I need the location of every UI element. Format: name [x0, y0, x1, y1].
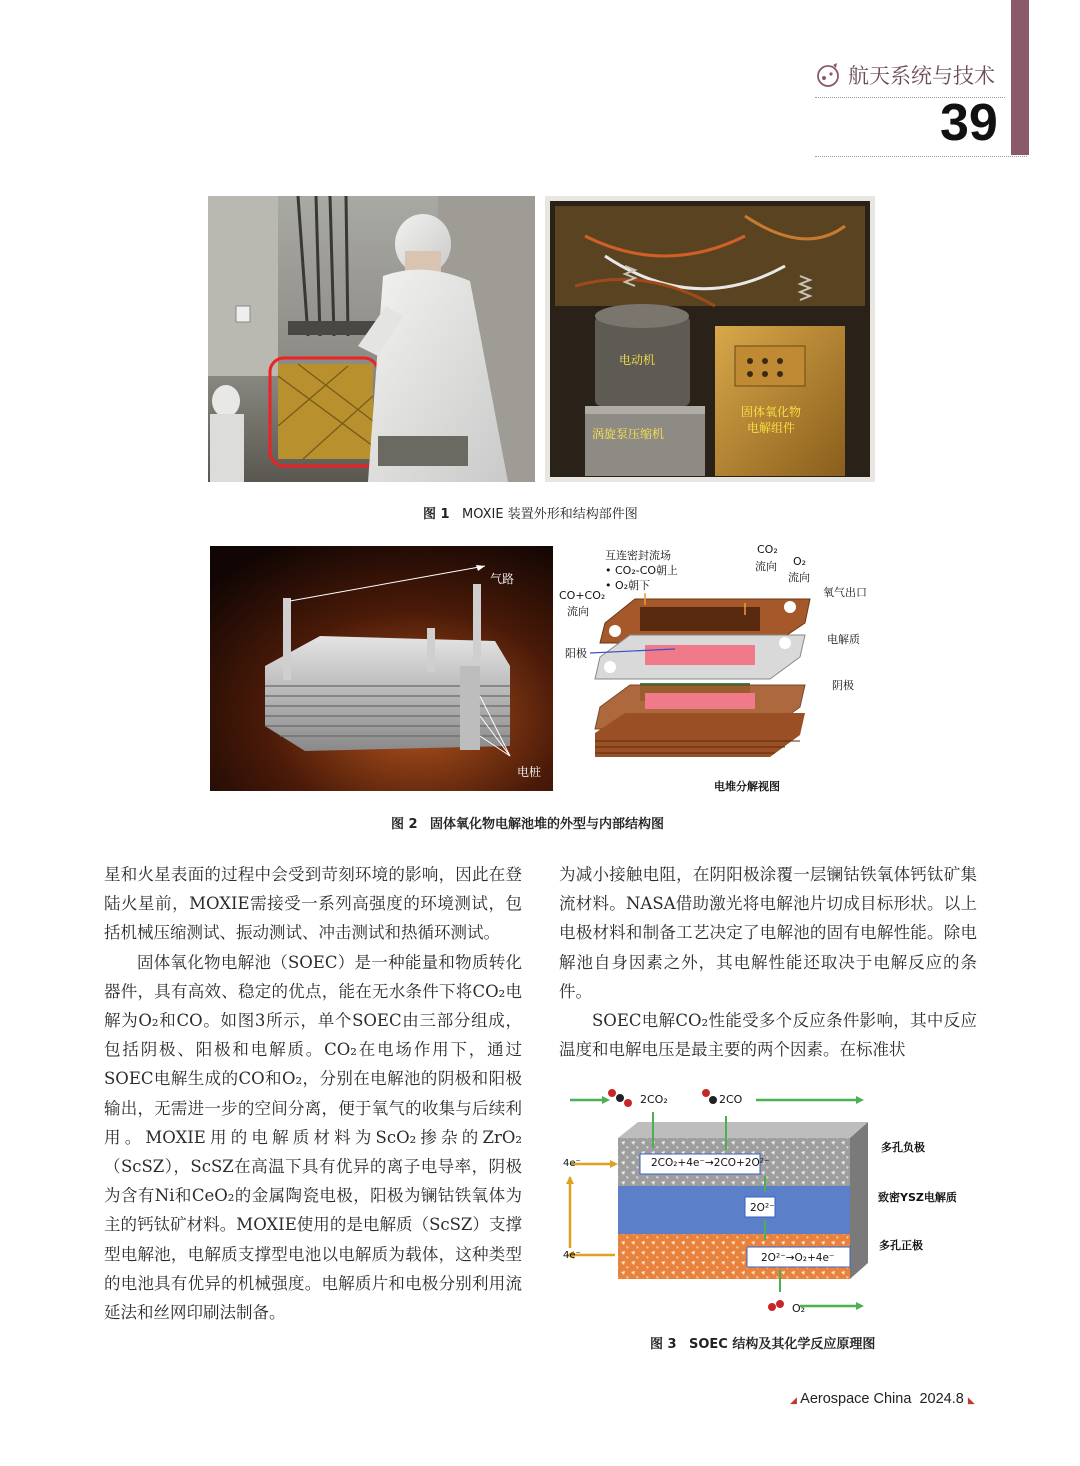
- label-cathode: 阴极: [832, 679, 854, 692]
- label-bullet-o2: • O₂朝下: [605, 579, 651, 592]
- label-reaction-anode: 2O²⁻→O₂+4e⁻: [761, 1252, 835, 1264]
- label-oxygen-outlet: 氧气出口: [823, 586, 867, 599]
- label-out-2co: 2CO: [719, 1093, 743, 1106]
- figure3-caption-label: 图 3: [650, 1337, 677, 1352]
- figure2-caption: [391, 813, 664, 832]
- body-left-column: [104, 860, 522, 1327]
- figure2-exploded-view: [585, 585, 825, 775]
- figure1-photo-cleanroom: [208, 196, 535, 482]
- label-in-2co2: 2CO₂: [640, 1093, 668, 1106]
- label-interconnect: 互连密封流场: [605, 549, 671, 562]
- label-stake: 电桩: [517, 765, 542, 779]
- label-anode: 阳极: [565, 647, 587, 660]
- label-o2-flow-2: 流向: [788, 571, 810, 584]
- header-accent-bar: [1011, 0, 1029, 155]
- footer-journal: Aerospace China: [800, 1391, 912, 1407]
- footer-issue: 2024.8: [919, 1391, 964, 1407]
- label-electrolyte: 电解质: [827, 633, 860, 646]
- label-co-co2-flow-2: 流向: [567, 605, 589, 618]
- figure1-caption: [423, 503, 638, 522]
- body-left-paragraph-2: 固体氧化物电解池（SOEC）是一种能量和物质转化器件，具有高效、稳定的优点，能在无水条件下将CO₂电解为O₂和CO。如图3所示，单个SOEC由三部分组成，包括阴极、阳极和电解质。CO₂在电场作用下，通过SOEC电解生成的CO和O₂，分别在电解池的阴极和阳极输出，无需进一步的空间分离，便于氧气的收集与后续利用。MOXIE用的电解质材料为ScO₂掺杂的ZrO₂（ScSZ），ScSZ在高温下具有优异的离子电导率，阴极为含有Ni和CeO₂的金属陶瓷电极，阳极为镧钴铁氧体为主的钙钛矿材料。MOXIE使用的是电解质（ScSZ）支撑型电解池，电解质支撑型电池以电解质为载体，这种类型的电池具有优异的机械强度。电解质片和电极分别利用流延法和丝网印刷法制备。: [104, 952, 522, 1323]
- label-reaction-cathode: 2CO₂+4e⁻→2CO+2O²⁻: [651, 1157, 770, 1169]
- label-soec-line1: 固体氧化物: [741, 405, 802, 419]
- label-porous-cathode: 多孔负极: [881, 1141, 925, 1154]
- footer-marker-icon: ◢: [790, 1395, 797, 1405]
- header-divider-bottom: [815, 156, 1027, 157]
- body-left-paragraph-1: 星和火星表面的过程中会受到苛刻环境的影响，因此在登陆火星前，MOXIE需接受一系列高强度的环境测试，包括机械压缩测试、振动测试、冲击测试和热循环测试。: [104, 865, 522, 943]
- label-electrons-in: 4e⁻: [563, 1158, 581, 1169]
- label-o2-flow-1: O₂: [793, 555, 807, 568]
- figure3-caption: [650, 1333, 875, 1352]
- label-porous-anode: 多孔正极: [879, 1239, 923, 1252]
- page-number: 39: [940, 94, 998, 152]
- label-oxide-ion: 2O²⁻: [750, 1202, 775, 1214]
- body-right-paragraph-1: 为减小接触电阻，在阴阳极涂覆一层镧钴铁氧体钙钛矿集流材料。NASA借助激光将电解池片切成目标形状。以上电极材料和制备工艺决定了电解池的固有电解性能。除电解池自身因素之外，其电解性能还取决于电解反应的条件。: [559, 865, 977, 1001]
- body-right-column: [559, 860, 977, 1064]
- figure2-caption-text: 固体氧化物电解池堆的外型与内部结构图: [429, 817, 664, 832]
- label-gas-path: 气路: [490, 572, 515, 586]
- figure3-soec-diagram: [560, 1080, 880, 1320]
- label-co2-flow-2: 流向: [755, 560, 777, 573]
- figure3-caption-text: SOEC 结构及其化学反应原理图: [688, 1337, 876, 1352]
- figure1-caption-label: 图 1: [423, 507, 450, 522]
- label-o2-out: O₂: [792, 1302, 806, 1315]
- figure1-caption-text: MOXIE 装置外形和结构部件图: [461, 507, 638, 522]
- figure2-caption-label: 图 2: [391, 817, 418, 832]
- label-bullet-co2-co: • CO₂-CO朝上: [605, 564, 679, 577]
- footer: [790, 1391, 975, 1407]
- footer-marker-icon-right: ◣: [967, 1395, 975, 1405]
- label-co-co2-flow-1: CO+CO₂: [559, 589, 606, 602]
- body-right-paragraph-2: SOEC电解CO₂性能受多个反应条件影响，其中反应温度和电解电压是最主要的两个因素。在标准状: [559, 1011, 977, 1060]
- label-scroll-compressor: 涡旋泵压缩机: [592, 427, 665, 441]
- section-logo-icon: [815, 62, 841, 88]
- label-soec-line2: 电解组件: [747, 421, 796, 435]
- label-co2-flow-1: CO₂: [757, 543, 778, 556]
- label-dense-ysz: 致密YSZ电解质: [878, 1191, 957, 1204]
- section-title: 航天系统与技术: [848, 64, 995, 88]
- label-exploded-view: 电堆分解视图: [714, 780, 780, 793]
- label-electrons-out: 4e⁻: [563, 1250, 581, 1261]
- label-motor: 电动机: [619, 353, 656, 367]
